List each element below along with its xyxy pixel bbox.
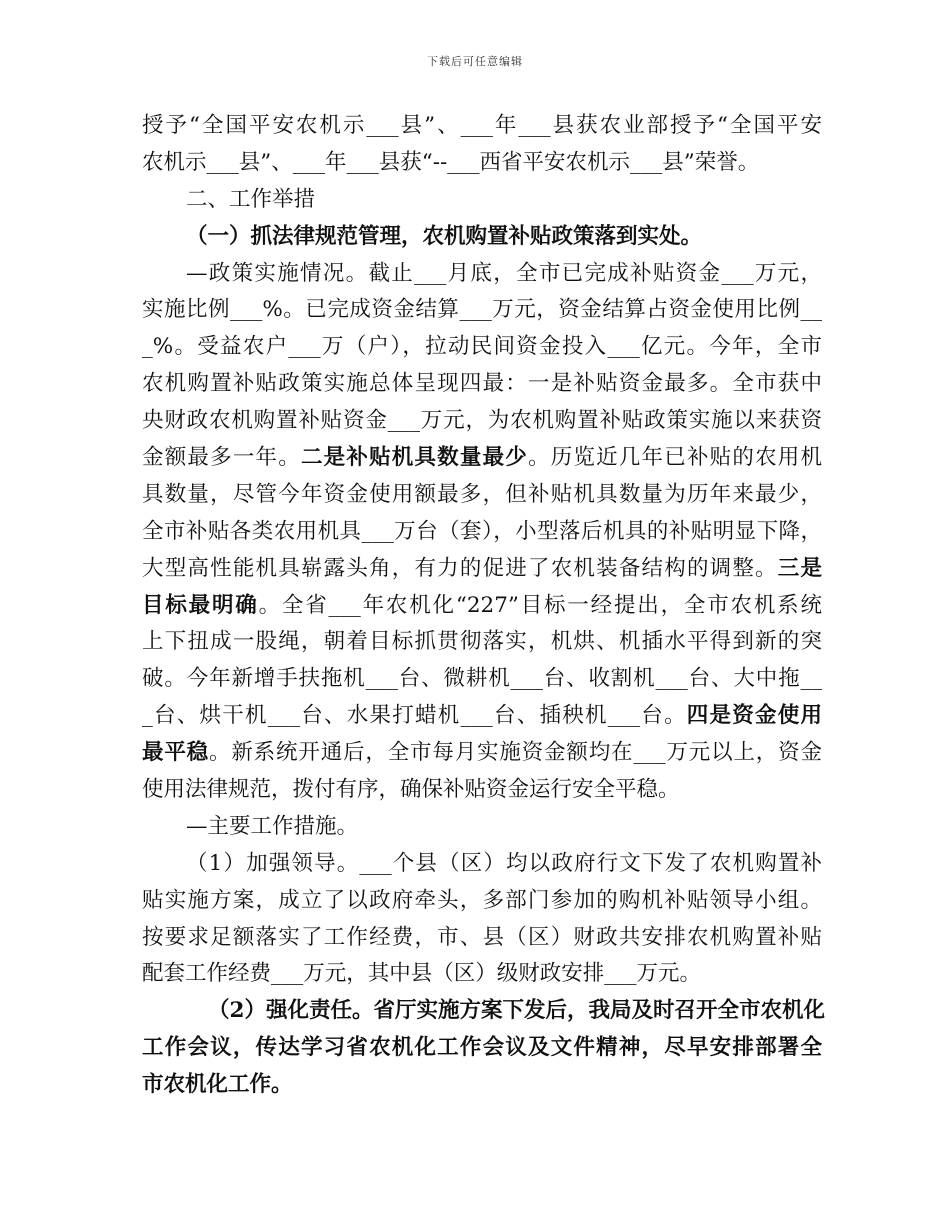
text-line bbox=[142, 624, 822, 661]
text-segment: 二、工作举措 bbox=[186, 186, 316, 212]
text-segment: 使用法律规范，拨付有序，确保补贴资金运行安全平稳。 bbox=[142, 777, 680, 803]
text-line bbox=[142, 256, 822, 293]
text-line bbox=[142, 920, 822, 957]
text-segment: —主要工作措施。 bbox=[186, 813, 359, 839]
text-line bbox=[142, 661, 822, 698]
text-line bbox=[142, 993, 825, 1030]
document-body bbox=[142, 108, 825, 1104]
text-line bbox=[142, 956, 822, 993]
text-segment: 。全省___年农机化“227”目标一经提出，全市农机系统 bbox=[258, 592, 822, 618]
bold-text-segment: 工作会议，传达学习省农机化工作会议及文件精神，尽早安排部署全 bbox=[142, 1035, 822, 1061]
text-line bbox=[142, 145, 822, 182]
text-segment: 央财政农机购置补贴资金___万元，为农机购置补贴政策实施以来获资 bbox=[142, 408, 822, 434]
text-segment: 。新系统开通后，全市每月实施资金额均在___万元以上，资金 bbox=[209, 740, 822, 766]
bold-text-segment: 目标最明确 bbox=[142, 592, 259, 618]
text-segment: 具数量，尽管今年资金使用额最多，但补贴机具数量为历年来最少， bbox=[142, 481, 822, 507]
bold-text-segment: 四是资金使用 bbox=[686, 703, 822, 729]
text-line bbox=[142, 182, 822, 219]
text-line bbox=[142, 108, 822, 145]
text-segment: 贴实施方案，成立了以政府牵头，多部门参加的购机补贴领导小组。 bbox=[142, 887, 822, 913]
text-line bbox=[142, 1030, 822, 1067]
text-segment: 授予“全国平安农机示___县”、___年___县获农业部授予“全国平安 bbox=[142, 113, 822, 138]
text-segment: （1）加强领导。___个县（区）均以政府行文下发了农机购置补 bbox=[186, 850, 822, 876]
bold-text-segment: 二是补贴机具数量最少 bbox=[300, 445, 529, 471]
text-segment: 破。今年新增手扶拖机___台、微耕机___台、收割机___台、大中拖__ bbox=[142, 666, 822, 692]
text-line bbox=[142, 698, 822, 735]
text-segment: 实施比例___%。已完成资金结算___万元，资金结算占资金使用比例__ bbox=[142, 297, 822, 323]
text-line bbox=[142, 772, 822, 809]
text-line bbox=[142, 403, 822, 440]
text-line bbox=[142, 440, 822, 477]
text-line bbox=[142, 514, 822, 551]
text-line bbox=[142, 846, 822, 883]
text-segment: _台、烘干机___台、水果打蜡机___台、插秧机___台。 bbox=[142, 703, 687, 729]
text-line bbox=[142, 329, 822, 366]
text-segment: 大型高性能机具崭露头角，有力的促进了农机装备结构的调整。 bbox=[142, 555, 778, 581]
text-line bbox=[142, 809, 822, 846]
text-segment: 。历览近几年已补贴的农用机 bbox=[528, 445, 822, 471]
text-segment: _%。受益农户___万（户），拉动民间资金投入___亿元。今年，全市 bbox=[142, 334, 822, 360]
text-segment: 配套工作经费___万元，其中县（区）级财政安排___万元。 bbox=[142, 961, 702, 987]
text-segment: 农机示___县”、___年___县获“--___西省平安农机示___县”荣誉。 bbox=[142, 149, 760, 175]
text-segment: 按要求足额落实了工作经费，市、县（区）财政共安排农机购置补贴 bbox=[142, 924, 822, 950]
text-segment: 金额最多一年。 bbox=[142, 445, 301, 471]
page-header: 下载后可任意编辑 bbox=[427, 55, 523, 68]
text-line bbox=[142, 477, 822, 514]
bold-text-segment: （2）强化责任。省厅实施方案下发后，我局及时召开全市农机化 bbox=[208, 998, 825, 1024]
text-line bbox=[142, 292, 822, 329]
text-line bbox=[142, 551, 822, 588]
bold-text-segment: 三是 bbox=[777, 555, 822, 581]
text-segment: 上下扭成一股绳，朝着目标抓贯彻落实，机烘、机插水平得到新的突 bbox=[142, 629, 822, 655]
bold-text-segment: 市农机化工作。 bbox=[142, 1072, 293, 1098]
text-line bbox=[142, 1067, 822, 1104]
text-line bbox=[142, 219, 822, 256]
text-segment: 农机购置补贴政策实施总体呈现四最：一是补贴资金最多。全市获中 bbox=[142, 371, 822, 397]
text-line bbox=[142, 735, 822, 772]
bold-text-segment: 最平稳 bbox=[142, 740, 210, 766]
text-line bbox=[142, 366, 822, 403]
text-line bbox=[142, 883, 822, 920]
text-line bbox=[142, 588, 822, 625]
text-segment: —政策实施情况。截止___月底，全市已完成补贴资金___万元， bbox=[186, 260, 822, 286]
bold-text-segment: （一）抓法律规范管理，农机购置补贴政策落到实处。 bbox=[186, 223, 703, 249]
text-segment: 全市补贴各类农用机具___万台（套），小型落后机具的补贴明显下降， bbox=[142, 518, 822, 544]
